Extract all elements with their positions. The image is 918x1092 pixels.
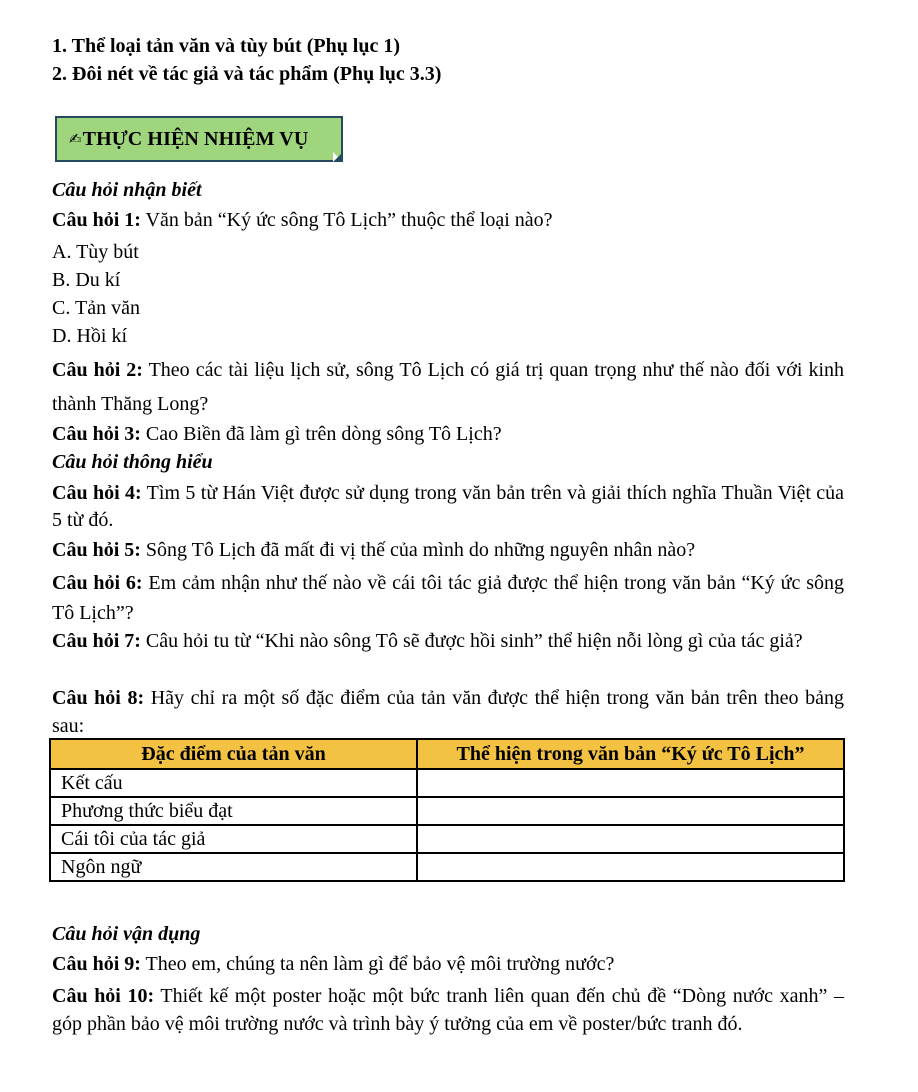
table-row: [50, 825, 844, 853]
table-cell-answer[interactable]: [417, 769, 844, 797]
question-text: Hãy chỉ ra một số đặc điểm của tản văn được thể hiện trong văn bản trên theo bảng sau:: [52, 687, 845, 737]
writing-hand-icon: ✍: [69, 130, 82, 148]
table-cell-answer[interactable]: [417, 853, 844, 881]
section-banner: [55, 116, 343, 162]
question-text: Theo em, chúng ta nên làm gì để bảo vệ môi trường nước?: [140, 953, 615, 975]
option-b: B. Du kí: [52, 269, 121, 291]
table-cell-feature: Ngôn ngữ: [50, 853, 417, 881]
features-table: [49, 738, 845, 882]
section-heading-recognition: Câu hỏi nhận biết: [52, 179, 202, 201]
question-text: Em cảm nhận như thế nào về cái tôi tác giả được thể hiện trong văn bản “Ký ức sông Tô Lịch”?: [52, 572, 845, 624]
question-7: [52, 626, 844, 656]
option-c: C. Tản văn: [52, 297, 140, 319]
question-text: Sông Tô Lịch đã mất đi vị thế của mình do những nguyên nhân nào?: [140, 539, 696, 561]
question-label: Câu hỏi 5:: [52, 539, 141, 561]
question-label: Câu hỏi 1:: [52, 209, 141, 231]
table-row: [50, 769, 844, 797]
question-5: [52, 538, 695, 562]
question-6: [52, 568, 844, 628]
question-text: Theo các tài liệu lịch sử, sông Tô Lịch có giá trị quan trọng như thế nào đối với kinh thành Thăng Long?: [52, 359, 844, 415]
question-label: Câu hỏi 10:: [52, 985, 155, 1007]
question-1: [52, 208, 553, 232]
question-text: Văn bản “Ký ức sông Tô Lịch” thuộc thể loại nào?: [140, 209, 553, 231]
table-row: [50, 797, 844, 825]
question-3: [52, 422, 502, 446]
table-header-expression: Thể hiện trong văn bản “Ký ức Tô Lịch”: [417, 739, 844, 769]
option-a: A. Tùy bút: [52, 241, 139, 263]
table-header-feature: Đặc điểm của tản văn: [50, 739, 417, 769]
question-text: Thiết kế một poster hoặc một bức tranh liên quan đến chủ đề “Dòng nước xanh” – góp phần bảo vệ môi trường nước và trình bày ý tưởng của em về poster/bức tranh đó.: [52, 985, 844, 1035]
table-row: [50, 853, 844, 881]
table-header-row: [50, 739, 844, 769]
table-cell-feature: Cái tôi của tác giả: [50, 825, 417, 853]
banner-title: THỰC HIỆN NHIỆM VỤ: [82, 127, 309, 150]
table-cell-feature: Kết cấu: [50, 769, 417, 797]
question-text: Câu hỏi tu từ “Khi nào sông Tô sẽ được hồi sinh” thể hiện nỗi lòng gì của tác giả?: [140, 630, 803, 652]
section-heading-application: Câu hỏi vận dụng: [52, 923, 201, 945]
banner-corner-fold: [333, 152, 343, 162]
question-label: Câu hỏi 7:: [52, 630, 141, 652]
intro-item-1: 1. Thể loại tản văn và tùy bút (Phụ lục 1): [52, 35, 401, 57]
table-cell-answer[interactable]: [417, 797, 844, 825]
section-heading-comprehension: Câu hỏi thông hiểu: [52, 451, 213, 473]
question-2: [52, 353, 844, 421]
question-4: [52, 480, 844, 534]
question-label: Câu hỏi 6:: [52, 572, 143, 594]
question-8: [52, 684, 844, 740]
question-9: [52, 952, 614, 976]
question-text: Tìm 5 từ Hán Việt được sử dụng trong văn bản trên và giải thích nghĩa Thuần Việt của 5 từ đó.: [52, 482, 845, 531]
question-label: Câu hỏi 2:: [52, 359, 143, 381]
question-label: Câu hỏi 9:: [52, 953, 141, 975]
question-label: Câu hỏi 3:: [52, 423, 141, 445]
table-cell-feature: Phương thức biểu đạt: [50, 797, 417, 825]
intro-item-2: 2. Đôi nét về tác giả và tác phẩm (Phụ lục 3.3): [52, 63, 442, 85]
question-10: [52, 982, 844, 1038]
question-label: Câu hỏi 8:: [52, 687, 145, 709]
table-cell-answer[interactable]: [417, 825, 844, 853]
question-text: Cao Biền đã làm gì trên dòng sông Tô Lịch?: [140, 423, 502, 445]
question-label: Câu hỏi 4:: [52, 482, 142, 504]
option-d: D. Hồi kí: [52, 325, 127, 347]
